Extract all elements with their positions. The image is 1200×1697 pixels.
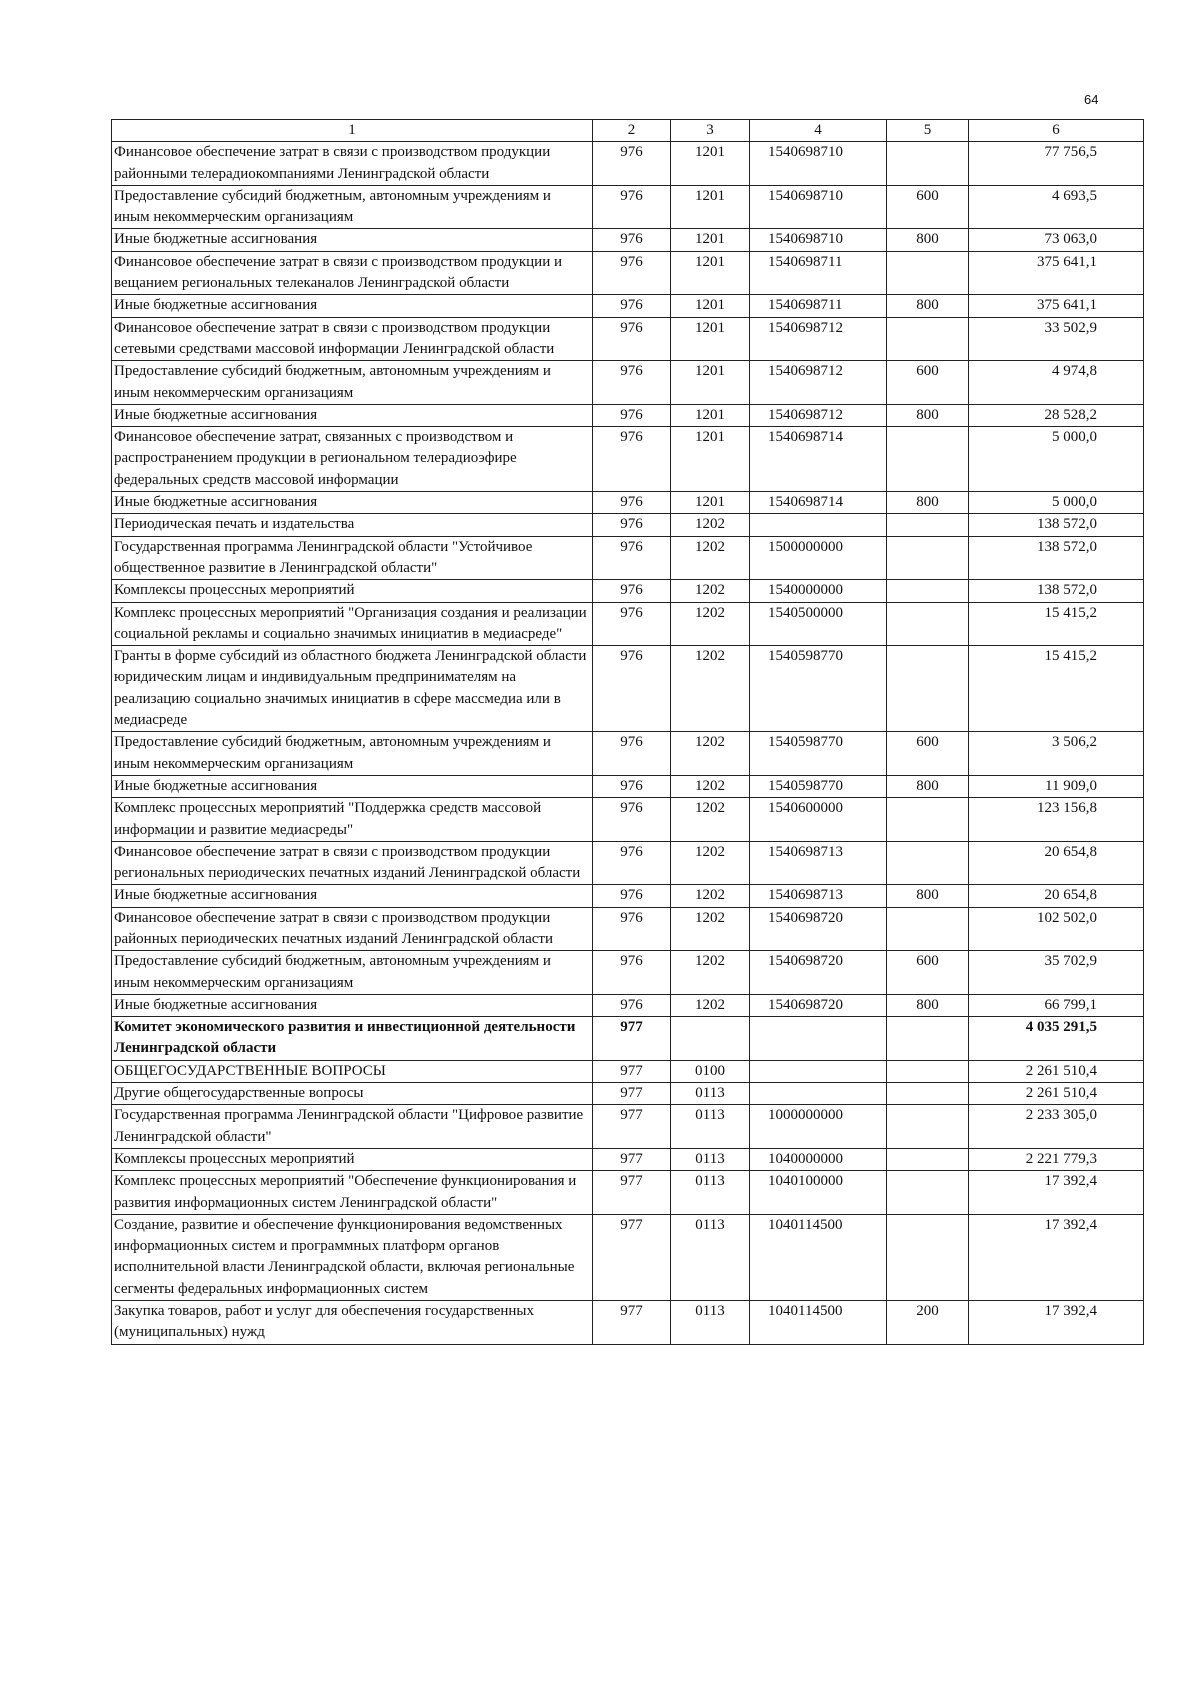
row-amount: 73 063,0 [969,229,1144,251]
row-target-code: 1540698712 [750,361,887,405]
row-target-code: 1540698713 [750,841,887,885]
row-section-code: 1202 [671,732,750,776]
table-row [112,951,1144,995]
row-ved-code: 977 [593,1083,671,1105]
row-target-code [750,1017,887,1061]
row-expense-type-code: 600 [887,361,969,405]
row-section-code: 1202 [671,602,750,646]
row-ved-code: 977 [593,1148,671,1170]
row-expense-type-code [887,317,969,361]
row-name: Другие общегосударственные вопросы [112,1083,593,1105]
row-amount: 77 756,5 [969,142,1144,186]
row-section-code: 1201 [671,251,750,295]
row-name: Иные бюджетные ассигнования [112,404,593,426]
row-amount: 138 572,0 [969,536,1144,580]
row-name: Предоставление субсидий бюджетным, автономным учреждениям и иным некоммерческим организациям [112,732,593,776]
row-name: ОБЩЕГОСУДАРСТВЕННЫЕ ВОПРОСЫ [112,1060,593,1082]
table-row [112,907,1144,951]
row-section-code [671,1017,750,1061]
row-target-code: 1540600000 [750,798,887,842]
row-ved-code: 976 [593,602,671,646]
row-expense-type-code [887,907,969,951]
row-amount: 33 502,9 [969,317,1144,361]
row-target-code: 1540698710 [750,185,887,229]
header-cell: 3 [671,120,750,142]
row-section-code: 0113 [671,1148,750,1170]
table-row [112,602,1144,646]
header-cell: 5 [887,120,969,142]
row-amount: 4 693,5 [969,185,1144,229]
header-cell: 1 [112,120,593,142]
row-target-code: 1540698711 [750,251,887,295]
row-name: Периодическая печать и издательства [112,514,593,536]
row-ved-code: 976 [593,994,671,1016]
table-row [112,251,1144,295]
row-target-code: 1000000000 [750,1105,887,1149]
row-target-code: 1540698714 [750,427,887,492]
row-expense-type-code: 800 [887,404,969,426]
row-name: Предоставление субсидий бюджетным, автономным учреждениям и иным некоммерческим организациям [112,361,593,405]
row-target-code: 1540598770 [750,732,887,776]
row-name: Комплекс процессных мероприятий "Обеспечение функционирования и развития информационных систем Ленинградской области" [112,1171,593,1215]
row-amount: 375 641,1 [969,295,1144,317]
row-expense-type-code: 800 [887,885,969,907]
row-target-code: 1540000000 [750,580,887,602]
row-expense-type-code: 800 [887,295,969,317]
row-amount: 123 156,8 [969,798,1144,842]
row-ved-code: 976 [593,361,671,405]
row-amount: 4 974,8 [969,361,1144,405]
row-ved-code: 976 [593,580,671,602]
row-ved-code: 976 [593,295,671,317]
row-target-code: 1540598770 [750,775,887,797]
row-section-code: 1202 [671,580,750,602]
row-target-code: 1540698711 [750,295,887,317]
row-name: Предоставление субсидий бюджетным, автономным учреждениям и иным некоммерческим организациям [112,951,593,995]
row-name: Финансовое обеспечение затрат, связанных с производством и распространением продукции в региональном телерадиоэфире федеральных средств массовой информации [112,427,593,492]
row-section-code: 1201 [671,142,750,186]
row-section-code: 1202 [671,841,750,885]
table-row [112,427,1144,492]
row-ved-code: 976 [593,514,671,536]
table-row [112,994,1144,1016]
row-name: Иные бюджетные ассигнования [112,295,593,317]
row-ved-code: 976 [593,885,671,907]
table-row [112,1301,1144,1345]
row-name: Иные бюджетные ассигнования [112,229,593,251]
row-amount: 15 415,2 [969,602,1144,646]
row-section-code: 1202 [671,775,750,797]
row-ved-code: 976 [593,317,671,361]
row-section-code: 0113 [671,1083,750,1105]
row-name: Закупка товаров, работ и услуг для обеспечения государственных (муниципальных) нужд [112,1301,593,1345]
header-row [112,120,1144,142]
row-amount: 4 035 291,5 [969,1017,1144,1061]
row-expense-type-code: 200 [887,1301,969,1345]
row-ved-code: 977 [593,1171,671,1215]
header-cell: 4 [750,120,887,142]
row-expense-type-code [887,646,969,732]
row-name: Иные бюджетные ассигнования [112,885,593,907]
row-ved-code: 977 [593,1060,671,1082]
table-row [112,492,1144,514]
table-row [112,317,1144,361]
row-name: Государственная программа Ленинградской области "Устойчивое общественное развитие в Ленинградской области" [112,536,593,580]
row-expense-type-code [887,142,969,186]
row-amount: 2 233 305,0 [969,1105,1144,1149]
row-target-code: 1540698714 [750,492,887,514]
row-section-code: 1201 [671,427,750,492]
row-expense-type-code: 600 [887,185,969,229]
row-expense-type-code: 800 [887,775,969,797]
row-ved-code: 976 [593,185,671,229]
row-target-code [750,1060,887,1082]
table-row [112,514,1144,536]
row-ved-code: 976 [593,427,671,492]
row-section-code: 0100 [671,1060,750,1082]
table-row [112,404,1144,426]
row-section-code: 0113 [671,1171,750,1215]
row-name: Создание, развитие и обеспечение функционирования ведомственных информационных систем и программных платформ органов исполнительной власти Ленинградской области, включая региональные сегменты федеральных информационных систем [112,1214,593,1300]
row-amount: 17 392,4 [969,1171,1144,1215]
row-expense-type-code: 600 [887,951,969,995]
row-name: Государственная программа Ленинградской области "Цифровое развитие Ленинградской области" [112,1105,593,1149]
row-target-code: 1540698720 [750,907,887,951]
row-amount: 2 261 510,4 [969,1083,1144,1105]
row-expense-type-code [887,798,969,842]
row-ved-code: 976 [593,404,671,426]
row-expense-type-code [887,536,969,580]
row-target-code: 1040114500 [750,1301,887,1345]
row-target-code: 1040100000 [750,1171,887,1215]
row-ved-code: 976 [593,841,671,885]
row-ved-code: 976 [593,251,671,295]
row-expense-type-code [887,1105,969,1149]
budget-table [111,119,1144,1345]
row-name: Иные бюджетные ассигнования [112,492,593,514]
row-amount: 66 799,1 [969,994,1144,1016]
row-name: Комитет экономического развития и инвестиционной деятельности Ленинградской области [112,1017,593,1061]
table-row [112,1017,1144,1061]
row-expense-type-code [887,251,969,295]
row-section-code: 1201 [671,185,750,229]
row-amount: 28 528,2 [969,404,1144,426]
row-amount: 2 221 779,3 [969,1148,1144,1170]
row-section-code: 1202 [671,536,750,580]
row-name: Комплекс процессных мероприятий "Поддержка средств массовой информации и развитие медиасреды" [112,798,593,842]
row-target-code: 1540698720 [750,951,887,995]
row-section-code: 1201 [671,404,750,426]
row-ved-code: 977 [593,1301,671,1345]
table-row [112,732,1144,776]
row-section-code: 1201 [671,317,750,361]
table-row [112,646,1144,732]
row-target-code: 1540598770 [750,646,887,732]
row-expense-type-code [887,1060,969,1082]
row-ved-code: 977 [593,1214,671,1300]
row-name: Иные бюджетные ассигнования [112,775,593,797]
row-amount: 2 261 510,4 [969,1060,1144,1082]
table-row [112,775,1144,797]
table-row [112,1148,1144,1170]
row-amount: 5 000,0 [969,427,1144,492]
row-name: Финансовое обеспечение затрат в связи с производством продукции районными телерадиокомпаниями Ленинградской области [112,142,593,186]
row-target-code: 1040000000 [750,1148,887,1170]
row-amount: 15 415,2 [969,646,1144,732]
table-row [112,229,1144,251]
table-row [112,1105,1144,1149]
row-expense-type-code [887,841,969,885]
row-name: Предоставление субсидий бюджетным, автономным учреждениям и иным некоммерческим организациям [112,185,593,229]
table-row [112,185,1144,229]
row-section-code: 1202 [671,994,750,1016]
row-expense-type-code [887,1017,969,1061]
row-section-code: 1201 [671,361,750,405]
row-expense-type-code: 800 [887,994,969,1016]
row-expense-type-code [887,1214,969,1300]
row-section-code: 1202 [671,798,750,842]
row-ved-code: 976 [593,732,671,776]
row-ved-code: 977 [593,1105,671,1149]
row-section-code: 1202 [671,514,750,536]
row-expense-type-code: 800 [887,229,969,251]
table-row [112,361,1144,405]
table-row [112,1060,1144,1082]
row-amount: 138 572,0 [969,514,1144,536]
row-section-code: 0113 [671,1301,750,1345]
row-amount: 138 572,0 [969,580,1144,602]
row-name: Комплексы процессных мероприятий [112,1148,593,1170]
row-name: Иные бюджетные ассигнования [112,994,593,1016]
row-name: Финансовое обеспечение затрат в связи с производством продукции сетевыми средствами массовой информации Ленинградской области [112,317,593,361]
row-ved-code: 976 [593,536,671,580]
row-ved-code: 976 [593,492,671,514]
table-row [112,1171,1144,1215]
row-section-code: 0113 [671,1105,750,1149]
row-expense-type-code [887,580,969,602]
row-target-code: 1540698710 [750,229,887,251]
row-section-code: 1202 [671,885,750,907]
row-name: Комплекс процессных мероприятий "Организация создания и реализации социальной рекламы и социально значимых инициатив в медиасреде" [112,602,593,646]
row-expense-type-code: 600 [887,732,969,776]
row-name: Комплексы процессных мероприятий [112,580,593,602]
row-amount: 5 000,0 [969,492,1144,514]
row-expense-type-code [887,1148,969,1170]
header-cell: 2 [593,120,671,142]
row-amount: 102 502,0 [969,907,1144,951]
row-amount: 11 909,0 [969,775,1144,797]
table-row [112,142,1144,186]
row-ved-code: 976 [593,951,671,995]
table-row [112,841,1144,885]
row-target-code [750,1083,887,1105]
row-ved-code: 976 [593,142,671,186]
row-ved-code: 976 [593,775,671,797]
row-target-code: 1540698712 [750,404,887,426]
header-cell: 6 [969,120,1144,142]
row-amount: 375 641,1 [969,251,1144,295]
row-ved-code: 976 [593,907,671,951]
row-name: Гранты в форме субсидий из областного бюджета Ленинградской области юридическим лицам и индивидуальным предпринимателям на реализацию социально значимых инициатив в сфере массмедиа или в медиасреде [112,646,593,732]
row-section-code: 1202 [671,646,750,732]
table-row [112,295,1144,317]
row-target-code: 1540698713 [750,885,887,907]
row-section-code: 1201 [671,229,750,251]
row-expense-type-code [887,1171,969,1215]
table-row [112,580,1144,602]
row-expense-type-code [887,602,969,646]
table-row [112,1214,1144,1300]
row-ved-code: 976 [593,229,671,251]
row-amount: 3 506,2 [969,732,1144,776]
row-amount: 17 392,4 [969,1301,1144,1345]
row-expense-type-code [887,514,969,536]
row-target-code: 1540500000 [750,602,887,646]
row-expense-type-code: 800 [887,492,969,514]
row-expense-type-code [887,1083,969,1105]
table-row [112,1083,1144,1105]
row-section-code: 1202 [671,951,750,995]
table-row [112,885,1144,907]
row-amount: 17 392,4 [969,1214,1144,1300]
row-target-code [750,514,887,536]
row-expense-type-code [887,427,969,492]
row-target-code: 1540698710 [750,142,887,186]
row-amount: 20 654,8 [969,885,1144,907]
row-name: Финансовое обеспечение затрат в связи с производством продукции районных периодических печатных изданий Ленинградской области [112,907,593,951]
table-row [112,536,1144,580]
row-target-code: 1540698720 [750,994,887,1016]
page-number: 64 [1084,92,1099,107]
row-section-code: 1201 [671,295,750,317]
row-section-code: 0113 [671,1214,750,1300]
row-amount: 35 702,9 [969,951,1144,995]
row-target-code: 1500000000 [750,536,887,580]
row-amount: 20 654,8 [969,841,1144,885]
row-section-code: 1201 [671,492,750,514]
table-row [112,798,1144,842]
row-target-code: 1040114500 [750,1214,887,1300]
row-section-code: 1202 [671,907,750,951]
row-ved-code: 977 [593,1017,671,1061]
row-name: Финансовое обеспечение затрат в связи с производством продукции и вещанием региональных телеканалов Ленинградской области [112,251,593,295]
row-name: Финансовое обеспечение затрат в связи с производством продукции региональных периодических печатных изданий Ленинградской области [112,841,593,885]
row-ved-code: 976 [593,798,671,842]
row-ved-code: 976 [593,646,671,732]
row-target-code: 1540698712 [750,317,887,361]
